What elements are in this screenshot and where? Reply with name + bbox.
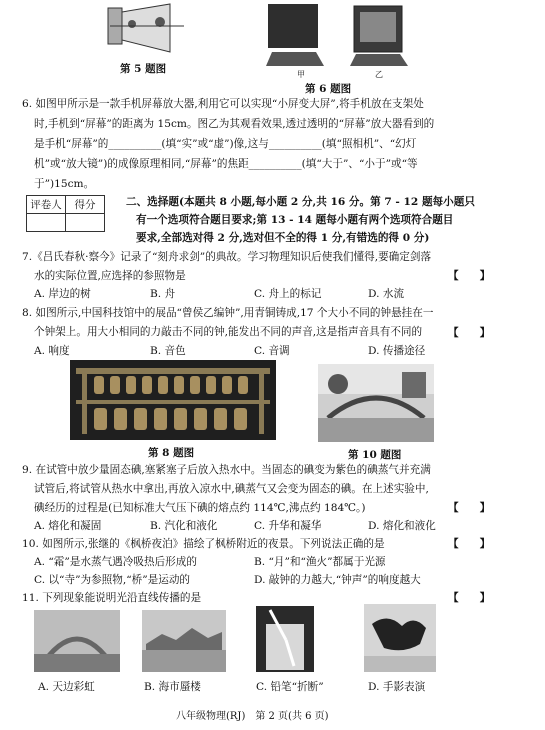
fig6-label-jia: 甲 <box>297 70 305 79</box>
grader-cell <box>27 214 66 232</box>
q7-opt-d: D. 水流 <box>368 288 405 300</box>
q8-opt-d: D. 传播途径 <box>368 345 426 357</box>
q8-opt-b: B. 音色 <box>150 345 186 357</box>
section2-line2: 有一个选项符合题目要求;第 13 - 14 题每小题有两个选项符合题目 <box>136 214 454 226</box>
fig8-image <box>70 360 276 440</box>
q9-opt-c: C. 升华和凝华 <box>254 520 322 532</box>
q10-line1: 10. 如图所示,张继的《枫桥夜泊》描绘了枫桥附近的夜景。下列说法正确的是 <box>22 538 385 550</box>
q8-opt-a: A. 响度 <box>34 345 70 357</box>
q9-bracket: 【 】 <box>448 502 491 514</box>
q9-line3: 碘经历的过程是(已知标准大气压下碘的熔点约 114℃,沸点约 184℃。) <box>34 502 366 514</box>
q8-opt-c: C. 音调 <box>254 345 290 357</box>
q6-line4: 机”或“放大镜”)的成像原理相同,“屏幕”的焦距__________(填“大于”、“小于”或“等 <box>34 158 418 170</box>
q8-bracket: 【 】 <box>448 327 491 339</box>
fig5-caption: 第 5 题图 <box>120 63 167 75</box>
fig6-label-yi: 乙 <box>375 70 383 79</box>
fig6-label-stand: 手机支架 <box>320 29 348 37</box>
q9-opt-b: B. 汽化和液化 <box>150 520 218 532</box>
q11-opt-b: B. 海市蜃楼 <box>144 681 201 693</box>
fig5-image <box>100 0 192 56</box>
q10-opt-b: B. “月”和“渔火”都属于光源 <box>254 556 386 568</box>
section2-line1: 二、选择题(本题共 8 小题,每小题 2 分,共 16 分。第 7 - 12 题每小题只 <box>126 196 475 208</box>
q11-opt-c: C. 铅笔“折断” <box>256 681 324 693</box>
q11-line1: 11. 下列现象能说明光沿直线传播的是 <box>22 592 202 604</box>
q11-image-c <box>256 606 314 672</box>
q7-bracket: 【 】 <box>448 270 491 282</box>
q6-line1: 6. 如图甲所示是一款手机屏幕放大器,利用它可以实现“小屏变大屏”,将手机放在支架处 <box>22 98 424 110</box>
q11-image-d <box>364 604 436 672</box>
q8-line2: 个钟架上。用大小相同的力敲击不同的钟,能发出不同的声音,这是指声音具有不同的 <box>34 326 423 338</box>
q10-opt-d: D. 敲钟的力越大,“钟声”的响度越大 <box>254 574 421 586</box>
fig8-caption: 第 8 题图 <box>148 447 195 459</box>
q10-opt-a: A. “霜”是水蒸气遇冷吸热后形成的 <box>34 556 197 568</box>
q6-line3: 是手机“屏幕”的__________(填“实”或“虚”)像,这与__________(填“照相机”、“幻灯 <box>34 138 417 150</box>
q9-opt-d: D. 熔化和液化 <box>368 520 436 532</box>
q9-opt-a: A. 熔化和凝固 <box>34 520 102 532</box>
page-footer: 八年级物理(RJ) 第 2 页(共 6 页) <box>176 711 329 722</box>
q7-line2: 水的实际位置,应选择的参照物是 <box>34 270 186 282</box>
q10-bracket: 【 】 <box>448 538 491 550</box>
q9-line2: 试管后,将试管从热水中拿出,再放入凉水中,碘蒸气又会变为固态的碘。在上述实验中, <box>34 483 429 495</box>
fig10-caption: 第 10 题图 <box>348 449 402 461</box>
grade-table <box>26 195 105 232</box>
q11-opt-a: A. 天边彩虹 <box>38 681 95 693</box>
q8-line1: 8. 如图所示,中国科技馆中的展品“曾侯乙编钟”,用青铜铸成,17 个大小不同的钟悬挂在一 <box>22 307 434 319</box>
q7-opt-a: A. 岸边的树 <box>34 288 91 300</box>
q7-opt-b: B. 舟 <box>150 288 176 300</box>
q11-image-b <box>142 610 226 672</box>
fig6-caption: 第 6 题图 <box>305 83 352 95</box>
score-label: 得分 <box>66 196 105 214</box>
q7-opt-c: C. 舟上的标记 <box>254 288 322 300</box>
q11-image-a <box>34 610 120 672</box>
q6-line2: 时,手机到“屏幕”的距离为 15cm。图乙为其观看效果,透过透明的“屏幕”放大器看到的 <box>34 118 435 130</box>
q11-opt-d: D. 手影表演 <box>368 681 426 693</box>
q7-line1: 7.《吕氏春秋·察今》记录了“刻舟求剑”的典故。学习物理知识后使我们懂得,要确定剑落 <box>22 251 432 263</box>
q6-line5: 于”)15cm。 <box>34 178 95 190</box>
q9-line1: 9. 在试管中放少量固态碘,塞紧塞子后放入热水中。当固态的碘变为紫色的碘蒸气并充满 <box>22 464 431 476</box>
section2-line3: 要求,全部选对得 2 分,选对但不全的得 1 分,有错选的得 0 分) <box>136 232 430 244</box>
grader-label: 评卷人 <box>27 196 66 214</box>
q11-bracket: 【 】 <box>448 592 491 604</box>
fig10-image <box>318 364 434 442</box>
score-cell <box>66 214 105 232</box>
q10-opt-c: C. 以“寺”为参照物,“桥”是运动的 <box>34 574 191 586</box>
